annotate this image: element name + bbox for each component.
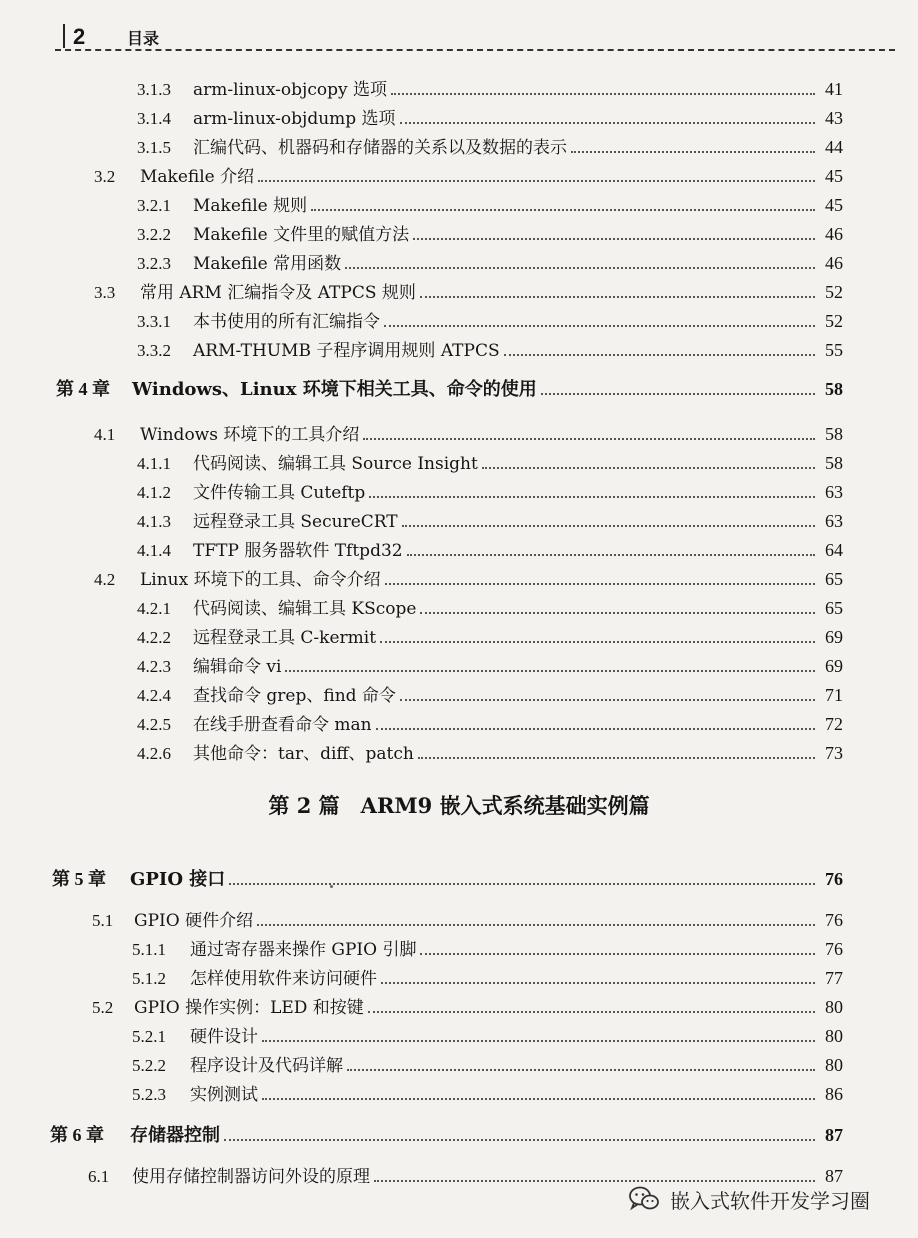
entry-number: 4.2.6 (137, 744, 171, 763)
entry-number: 5.1 (92, 911, 114, 930)
chapter-number: 第 5 章 (52, 869, 106, 889)
toc-entry-4-2-3 (137, 652, 843, 677)
entry-page: 65 (825, 598, 843, 618)
entry-page: 58 (825, 379, 843, 399)
entry-number: 4.2.3 (137, 657, 171, 676)
dot-leader (413, 238, 815, 240)
entry-page: 87 (825, 1125, 843, 1145)
entry-number: 4.2.4 (137, 686, 171, 705)
entry-page: 52 (825, 311, 843, 331)
part-title: 第 2 篇 ARM9 嵌入式系统基础实例篇 (268, 793, 650, 818)
dot-leader (400, 699, 815, 701)
entry-title: 代码阅读、编辑工具 Source Insight (193, 454, 478, 474)
dot-leader (381, 982, 815, 984)
dot-leader (369, 496, 815, 498)
entry-page: 72 (825, 714, 843, 734)
entry-page: 80 (825, 1055, 843, 1075)
entry-title: Windows 环境下的工具介绍 (140, 425, 360, 445)
toc-entry-4-2-1 (137, 594, 843, 619)
dot-leader (391, 93, 815, 95)
entry-number: 4.2.5 (137, 715, 171, 734)
chapter-number: 第 4 章 (56, 379, 110, 399)
entry-title: 常用 ARM 汇编指令及 ATPCS 规则 (140, 283, 416, 303)
entry-page: 65 (825, 569, 843, 589)
dot-leader (258, 180, 815, 182)
entry-title: 远程登录工具 C-kermit (193, 628, 377, 648)
entry-number: 5.2.2 (132, 1056, 166, 1075)
dot-leader (229, 883, 815, 885)
entry-number: 5.2.3 (132, 1085, 166, 1104)
entry-page: 69 (825, 656, 843, 676)
dot-leader (285, 670, 815, 672)
dot-leader (418, 757, 815, 759)
entry-page: 52 (825, 282, 843, 302)
entry-number: 5.2 (92, 998, 114, 1017)
entry-title: Makefile 规则 (193, 196, 308, 216)
entry-title: ARM-THUMB 子程序调用规则 ATPCS (193, 341, 500, 361)
dot-leader (311, 209, 815, 211)
entry-title: 硬件设计 (190, 1027, 258, 1047)
entry-page: 87 (825, 1166, 843, 1186)
wechat-icon (628, 1185, 660, 1213)
entry-title: 文件传输工具 Cuteftp (193, 483, 366, 503)
toc-entry-4-1 (94, 420, 843, 445)
dot-leader (420, 296, 815, 298)
entry-page: 58 (825, 453, 843, 473)
entry-title: GPIO 硬件介绍 (134, 911, 254, 931)
entry-number: 3.3 (94, 283, 116, 302)
entry-title: 查找命令 grep、find 命令 (193, 686, 396, 706)
entry-title: 代码阅读、编辑工具 KScope (193, 599, 417, 619)
entry-page: 41 (825, 79, 843, 99)
toc-entry-3-1-3 (137, 75, 843, 100)
toc-entry-3-1-4 (137, 104, 843, 129)
header-rule (55, 49, 895, 51)
dot-leader (400, 122, 815, 124)
dot-leader (482, 467, 815, 469)
entry-page: 76 (825, 939, 843, 959)
entry-page: 77 (825, 968, 843, 988)
entry-title: Linux 环境下的工具、命令介绍 (140, 570, 381, 590)
entry-number: 4.1.2 (137, 483, 171, 502)
entry-number: 3.2.2 (137, 225, 171, 244)
dot-leader (345, 267, 815, 269)
toc-entry-4-2-4 (137, 681, 843, 706)
toc-entry-4-1-4 (137, 536, 843, 561)
entry-title: 远程登录工具 SecureCRT (193, 512, 398, 532)
entry-title: 程序设计及代码详解 (190, 1056, 343, 1076)
toc-entry-5-2-3 (132, 1080, 843, 1105)
dot-leader (363, 438, 815, 440)
dot-leader (420, 612, 815, 614)
entry-page: 63 (825, 511, 843, 531)
entry-number: 4.2.1 (137, 599, 171, 618)
entry-number: 3.2.3 (137, 254, 171, 273)
toc-entry-3-3 (94, 278, 843, 303)
entry-page: 69 (825, 627, 843, 647)
page-number: 2 (73, 24, 86, 49)
entry-title: TFTP 服务器软件 Tftpd32 (193, 541, 403, 561)
entry-page: 76 (825, 869, 843, 889)
entry-number: 3.1.4 (137, 109, 171, 128)
toc-entry-4-2-5 (137, 710, 843, 735)
chapter-number: 第 6 章 (50, 1125, 104, 1145)
entry-title: 在线手册查看命令 man (193, 715, 372, 735)
dot-leader (224, 1139, 815, 1141)
toc-entry-5-1-2 (132, 964, 843, 989)
entry-number: 4.1.1 (137, 454, 171, 473)
entry-page: 55 (825, 340, 843, 360)
dot-leader (376, 728, 815, 730)
entry-page: 63 (825, 482, 843, 502)
entry-page: 43 (825, 108, 843, 128)
entry-number: 4.1.3 (137, 512, 171, 531)
chapter-title: Windows、Linux 环境下相关工具、命令的使用 (132, 379, 537, 400)
entry-page: 76 (825, 910, 843, 930)
dot-leader (385, 583, 815, 585)
entry-title: arm-linux-objcopy 选项 (193, 80, 387, 100)
entry-page: 64 (825, 540, 843, 560)
entry-number: 5.1.2 (132, 969, 166, 988)
toc-entry-4-2-2 (137, 623, 843, 648)
page-header (55, 18, 895, 54)
entry-title: GPIO 操作实例：LED 和按键 (134, 998, 364, 1018)
toc-entry-3-1-5 (137, 133, 843, 158)
toc-entry-3-2 (94, 162, 843, 187)
entry-number: 6.1 (88, 1167, 110, 1186)
entry-title: Makefile 常用函数 (193, 254, 342, 274)
entry-title: arm-linux-objdump 选项 (193, 109, 396, 129)
toc-entry-4-2 (94, 565, 843, 590)
entry-number: 3.2 (94, 167, 116, 186)
entry-page: 46 (825, 253, 843, 273)
dot-leader (257, 924, 815, 926)
entry-page: 45 (825, 166, 843, 186)
entry-page: 45 (825, 195, 843, 215)
dot-leader (262, 1098, 815, 1100)
entry-title: 本书使用的所有汇编指令 (193, 312, 380, 332)
watermark-text: 嵌入式软件开发学习圈 (670, 1188, 870, 1213)
dot-leader (262, 1040, 815, 1042)
entry-title: 其他命令：tar、diff、patch (193, 744, 414, 764)
toc-entry-5-2 (92, 993, 843, 1018)
entry-title: 怎样使用软件来访问硬件 (190, 969, 377, 989)
chapter-title: GPIO 接口 (130, 869, 226, 890)
entry-page: 44 (825, 137, 843, 157)
entry-page: 80 (825, 997, 843, 1017)
entry-title: 实例测试 (190, 1085, 258, 1105)
dot-leader (541, 393, 815, 395)
toc-entry-3-3-2 (137, 336, 843, 361)
entry-page: 73 (825, 743, 843, 763)
entry-title: Makefile 文件里的赋值方法 (193, 225, 410, 245)
dot-leader (347, 1069, 815, 1071)
entry-page: 86 (825, 1084, 843, 1104)
entry-number: 3.2.1 (137, 196, 171, 215)
dot-leader (571, 151, 815, 153)
entry-title: 编辑命令 vi (193, 657, 282, 677)
chapter-title: 存储器控制 (130, 1125, 220, 1146)
dot-leader (368, 1011, 815, 1013)
dot-leader (504, 354, 815, 356)
entry-number: 3.1.5 (137, 138, 171, 157)
toc-entry-5-2-2 (132, 1051, 843, 1076)
dot-leader (384, 325, 815, 327)
entry-number: 4.1 (94, 425, 116, 444)
entry-page: 46 (825, 224, 843, 244)
toc-entry-3-2-1 (137, 191, 843, 216)
entry-title: 汇编代码、机器码和存储器的关系以及数据的表示 (193, 138, 567, 158)
toc-entry-3-2-2 (137, 220, 843, 245)
entry-page: 71 (825, 685, 843, 705)
dot-leader (380, 641, 815, 643)
toc-entry-4-2-6 (137, 739, 843, 764)
toc-entry-4-1-3 (137, 507, 843, 532)
entry-number: 5.2.1 (132, 1027, 166, 1046)
toc-chapter-5 (52, 865, 843, 891)
header-bar (63, 24, 65, 48)
dot-leader (374, 1180, 815, 1182)
toc-entry-5-1-1 (132, 935, 843, 960)
watermark (628, 1183, 870, 1215)
dot-leader (420, 953, 815, 955)
toc-chapter-4 (56, 375, 843, 401)
toc-entry-4-1-1 (137, 449, 843, 474)
entry-title: Makefile 介绍 (140, 167, 255, 187)
toc-entry-5-1 (92, 906, 843, 931)
entry-number: 4.1.4 (137, 541, 171, 560)
entry-title: 通过寄存器来操作 GPIO 引脚 (190, 940, 417, 960)
entry-number: 3.3.1 (137, 312, 171, 331)
entry-number: 4.2 (94, 570, 116, 589)
toc-entry-5-2-1 (132, 1022, 843, 1047)
entry-page: 80 (825, 1026, 843, 1046)
toc-entry-3-2-3 (137, 249, 843, 274)
dot-leader (402, 525, 815, 527)
dot-leader (407, 554, 815, 556)
toc-chapter-6 (50, 1121, 843, 1147)
entry-number: 3.3.2 (137, 341, 171, 360)
entry-number: 5.1.1 (132, 940, 166, 959)
entry-title: 使用存储控制器访问外设的原理 (132, 1167, 370, 1187)
entry-number: 4.2.2 (137, 628, 171, 647)
running-title: 目录 (127, 29, 160, 48)
entry-number: 3.1.3 (137, 80, 171, 99)
toc-entry-3-3-1 (137, 307, 843, 332)
entry-page: 58 (825, 424, 843, 444)
toc-entry-4-1-2 (137, 478, 843, 503)
